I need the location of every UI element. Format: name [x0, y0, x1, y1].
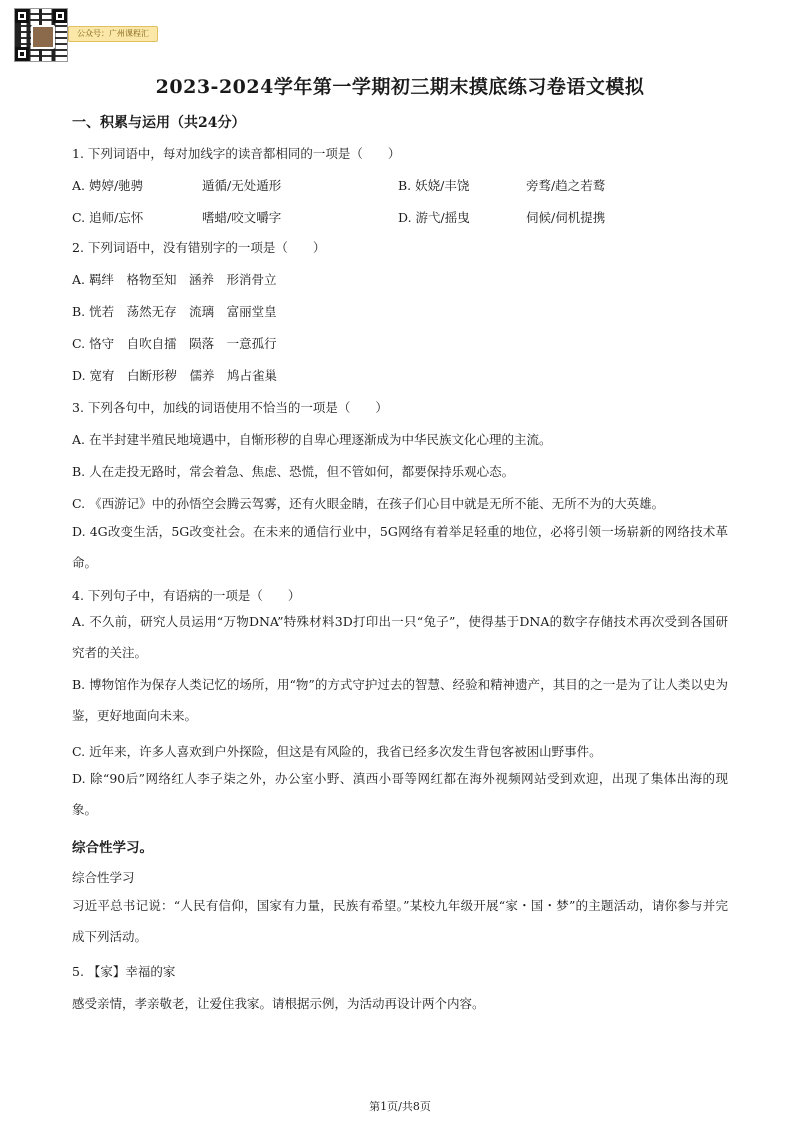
section-1-heading: 一、积累与运用（共24分）	[72, 115, 246, 131]
section-2-heading: 综合性学习。	[72, 840, 153, 856]
q1-option-a1: A. 娉婷/驰骋	[72, 178, 144, 193]
qr-finder-pattern	[15, 9, 29, 23]
q3-option-d: D. 4G改变生活，5G改变社会。在未来的通信行业中，5G网络有着举足轻重的地位，必将引领一场崭新的网络技术革命。	[72, 524, 728, 570]
q2-option-c: C. 恪守 自吹自擂 陨落 一意孤行	[72, 336, 277, 351]
q4-stem: 4. 下列句子中，有语病的一项是（ ）	[72, 588, 301, 603]
section-2-subheading: 综合性学习	[72, 870, 135, 885]
qr-code	[14, 8, 68, 62]
q2-stem: 2. 下列词语中，没有错别字的一项是（ ）	[72, 240, 326, 255]
q3-option-c: C. 《西游记》中的孙悟空会腾云驾雾，还有火眼金睛，在孩子们心目中就是无所不能、无所不为的大英雄。	[72, 496, 665, 511]
q5-description: 感受亲情，孝亲敬老，让爱住我家。请根据示例，为活动再设计两个内容。	[72, 996, 485, 1011]
q4-option-c: C. 近年来，许多人喜欢到户外探险，但这是有风险的，我省已经多次发生背包客被困山野事件。	[72, 744, 602, 759]
q4-option-b: B. 博物馆作为保存人类记忆的场所，用“物”的方式守护过去的智慧、经验和精神遗产，其目的之一是为了让人类以史为鉴，更好地面向未来。	[72, 677, 728, 723]
q1-stem: 1. 下列词语中，每对加线字的读音都相同的一项是（ ）	[72, 146, 401, 161]
q2-option-a: A. 羁绊 格物至知 涵养 形消骨立	[72, 272, 277, 287]
qr-finder-pattern	[15, 47, 29, 61]
q2-option-b: B. 恍若 荡然无存 流璃 富丽堂皇	[72, 304, 277, 319]
q4-option-d: D. 除“90后”网络红人李子柒之外，办公室小野、滇西小哥等网红都在海外视频网站受到欢迎，出现了集体出海的现象。	[72, 771, 728, 817]
q3-option-b: B. 人在走投无路时，常会着急、焦虑、恐慌，但不管如何，都要保持乐观心态。	[72, 464, 515, 479]
account-badge: 公众号：广州课程汇	[68, 26, 158, 42]
q4-option-a: A. 不久前，研究人员运用“万物DNA”特殊材料3D打印出一只“兔子”，使得基于DNA的数字存储技术再次受到各国研究者的关注。	[72, 614, 728, 660]
document-title: 2023-2024学年第一学期初三期末摸底练习卷语文模拟	[155, 76, 645, 98]
page-number: 第1页/共8页	[369, 1100, 431, 1113]
section-2-intro: 习近平总书记说：“人民有信仰，国家有力量，民族有希望。”某校九年级开展“家・国・梦”的主题活动，请你参与并完成下列活动。	[72, 898, 728, 944]
q1-option-a2: 遁循/无处遁形	[202, 178, 282, 193]
q3-stem: 3. 下列各句中，加线的词语使用不恰当的一项是（ ）	[72, 400, 388, 415]
q1-option-c2: 嗜蜡/咬文嚼字	[202, 210, 282, 225]
qr-avatar	[31, 25, 55, 49]
qr-finder-pattern	[53, 9, 67, 23]
q1-option-b2: 旁骛/趋之若鹜	[526, 178, 606, 193]
q1-option-d2: 伺候/伺机提携	[526, 210, 606, 225]
q1-option-c1: C. 追师/忘怀	[72, 210, 144, 225]
q1-option-d1: D. 游弋/摇曳	[398, 210, 470, 225]
q2-option-d: D. 宽宥 白断形秽 儒养 鸠占雀巢	[72, 368, 278, 383]
q5-title: 5. 【家】幸福的家	[72, 964, 176, 979]
q1-option-b1: B. 妖娆/丰饶	[398, 178, 470, 193]
q3-option-a: A. 在半封建半殖民地境遇中，自惭形秽的自卑心理逐渐成为中华民族文化心理的主流。	[72, 432, 552, 447]
